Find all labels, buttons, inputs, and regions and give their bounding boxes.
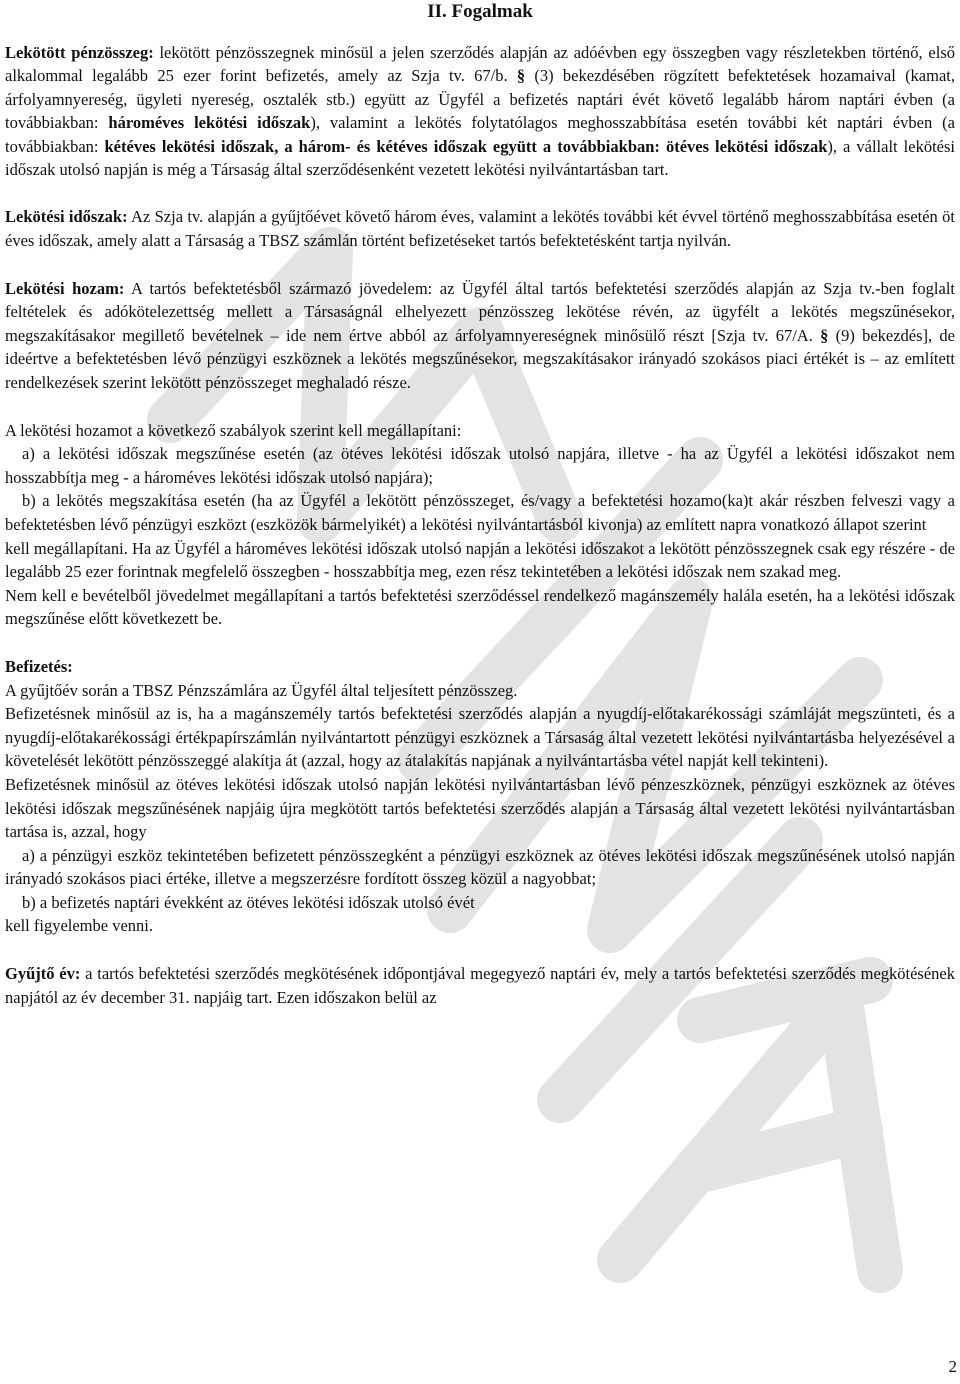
befizetes-item-b: b) a befizetés naptári évekként az ötéves lekötési időszak utolsó évét xyxy=(22,892,475,912)
bold-term: kétéves lekötési időszak, a három- és kétéves időszak együtt a továbbiakban: ötéves lekötési időszak xyxy=(104,136,828,156)
section-sign: § xyxy=(820,325,829,345)
definition-gyujto-ev xyxy=(5,962,955,1009)
befizetes-line-1: A gyűjtőév során a TBSZ Pénzszámlára az Ügyfél által teljesített pénzösszeg. xyxy=(5,680,518,700)
rule-b: b) a lekötés megszakítása esetén (ha az Ügyfél a lekötött pénzösszeget, és/vagy a befektetési hozamo(ka)t akár részben felveszi vagy a befektetésben lévő pénzügyi eszközt (eszközök bármelyikét) a lekötési nyilvántartásból kivonja) az említett napra vonatkozó állapot szerint xyxy=(5,491,955,534)
befizetes-line-2: Befizetésnek minősül az is, ha a magánszemély tartós befektetési szerződés alapján a nyugdíj-előtakarékossági számláját megszünteti, és a nyugdíj-előtakarékossági értékpapírszámlán nyilvántartott pénzügyi eszköznek a Társaság által vezetett lekötési nyilvántartásba helyezésével a követelését lekötött pénzösszeggé alakítja át (azzal, hogy az átalakítás napjának a nyilvántartásba vétel napját kell tekinteni). xyxy=(5,704,955,771)
definition-text: lekötött pénzösszegnek minősül a jelen szerződés alapján az adóévben egy összegben vagy részletekben történő, első alkalommal legalább 25 ezer forint befizetés, amely az Szja tv. 67/b. xyxy=(5,43,955,86)
term-befizetes xyxy=(5,655,955,679)
befizetes-line-3: Befizetésnek minősül az ötéves lekötési időszak utolsó napján lekötési nyilvántartásban lévő pénzeszköznek, pénzügyi eszköznek az ötéves lekötési időszak megszűnésének napjáig újra megkötött tartós befektetési szerződés alapján a Társaság által vezetett lekötési nyilvántartásban tartása is, azzal, hogy xyxy=(5,774,955,842)
definition-text: A tartós befektetésből származó jövedelem: az Ügyfél által tartós befektetési szerződés alapján az Szja tv.-ben foglalt feltételek és adókötelezettség mellett a Társaságnál elhelyezett pénzösszeg lekötése révén, az ügyfélt a lekötés megszűnésekor, megszakításakor megillető bevételnek – ide nem értve abból az árfolyamnyereségnek minősülő részt [Szja tv. 67/A. xyxy=(5,278,955,345)
rule-b-continuation: kell megállapítani. Ha az Ügyfél a hároméves lekötési időszak utolsó napján a lekötési időszakot a lekötött pénzösszegnek csak egy részére - de legalább 25 ezer forintnak megfelelő összegben - hosszabbítja meg, ezen rész tekintetében a lekötési időszak nem szakad meg. xyxy=(5,538,955,582)
definition-lekotesi-hozam xyxy=(5,277,955,395)
watermark-letter-a xyxy=(620,1000,880,1270)
definition-text: (9) bekezdés], de ideértve a befektetésben lévő pénzügyi eszköznek a lekötés megszűnésekor, megszakításakor irányadó szokásos piaci értékét is – az említett rendelkezések szerint lekötött pénzösszeget meghaladó része. xyxy=(5,325,955,392)
rule-exception: Nem kell e bevételből jövedelmet megállapítani a tartós befektetési szerződéssel rendelkező magánszemély halála esetén, ha a lekötési időszak megszűnése előtt következett be. xyxy=(5,585,955,629)
section-heading: II. Fogalmak xyxy=(427,1,533,22)
section-sign: § xyxy=(516,66,526,86)
befizetes-item-a: a) a pénzügyi eszköz tekintetében befizetett pénzösszegként a pénzügyi eszköznek az ötéves lekötési időszak megszűnésének utolsó napján irányadó szokásos piaci értéke, illetve a megszerzésre fordított összeg közül a nagyobbat; xyxy=(5,845,955,889)
bold-term: hároméves lekötési időszak xyxy=(108,113,311,133)
definition-lekotesi-idoszak xyxy=(5,205,955,252)
rule-a: a) a lekötési időszak megszűnése esetén (az ötéves lekötési időszak utolsó napjára, illetve - ha az Ügyfél a lekötési időszakot nem hosszabbítja meg - a hároméves lekötési időszak utolsó napjára); xyxy=(5,444,955,487)
definition-text: ), a vállalt lekötési időszak utolsó napján is még a Társaság által szerződésenként vezetett lekötési nyilvántartásban tart. xyxy=(5,136,955,180)
definition-lekotott-penzosszeg xyxy=(5,41,955,181)
term-label: Lekötési időszak: xyxy=(5,207,128,227)
term-label: Lekötési hozam: xyxy=(5,278,125,298)
definition-text: ), valamint a lekötés folytatólagos meghosszabbítása esetén további két naptári évben (a továbbiakban: xyxy=(5,113,955,156)
definition-text: a tartós befektetési szerződés megkötésének időpontjával megegyező naptári év, mely a tartós befektetési szerződés megkötésének napjától az év december 31. napjáig tart. Ezen időszakon belül az xyxy=(5,964,955,1007)
page-number: 2 xyxy=(948,1357,957,1377)
term-label: Gyűjtő év: xyxy=(5,964,81,984)
term-label: Lekötött pénzösszeg: xyxy=(5,43,154,62)
definition-text: (3) bekezdésében rögzített befektetések hozamaival (kamat, árfolyamnyereség, ügyleti nyereség, osztalék stb.) együtt az Ügyfél a befizetés naptári évét követő legalább három naptári évben (a továbbiakban: xyxy=(5,66,955,133)
document-page xyxy=(5,0,955,1009)
rules-intro: A lekötési hozamot a következő szabályok szerint kell megállapítani: xyxy=(5,420,462,440)
befizetes-item-b-continuation: kell figyelembe venni. xyxy=(5,916,153,936)
definition-text: Az Szja tv. alapján a gyűjtőévet követő három éves, valamint a lekötés további két évvel történő meghosszabbítása esetén öt éves időszak, amely alatt a Társaság a TBSZ számlán történt befizetéseket tartós befektetésként tartja nyilván. xyxy=(5,207,955,251)
term-label: Befizetés: xyxy=(5,656,73,676)
